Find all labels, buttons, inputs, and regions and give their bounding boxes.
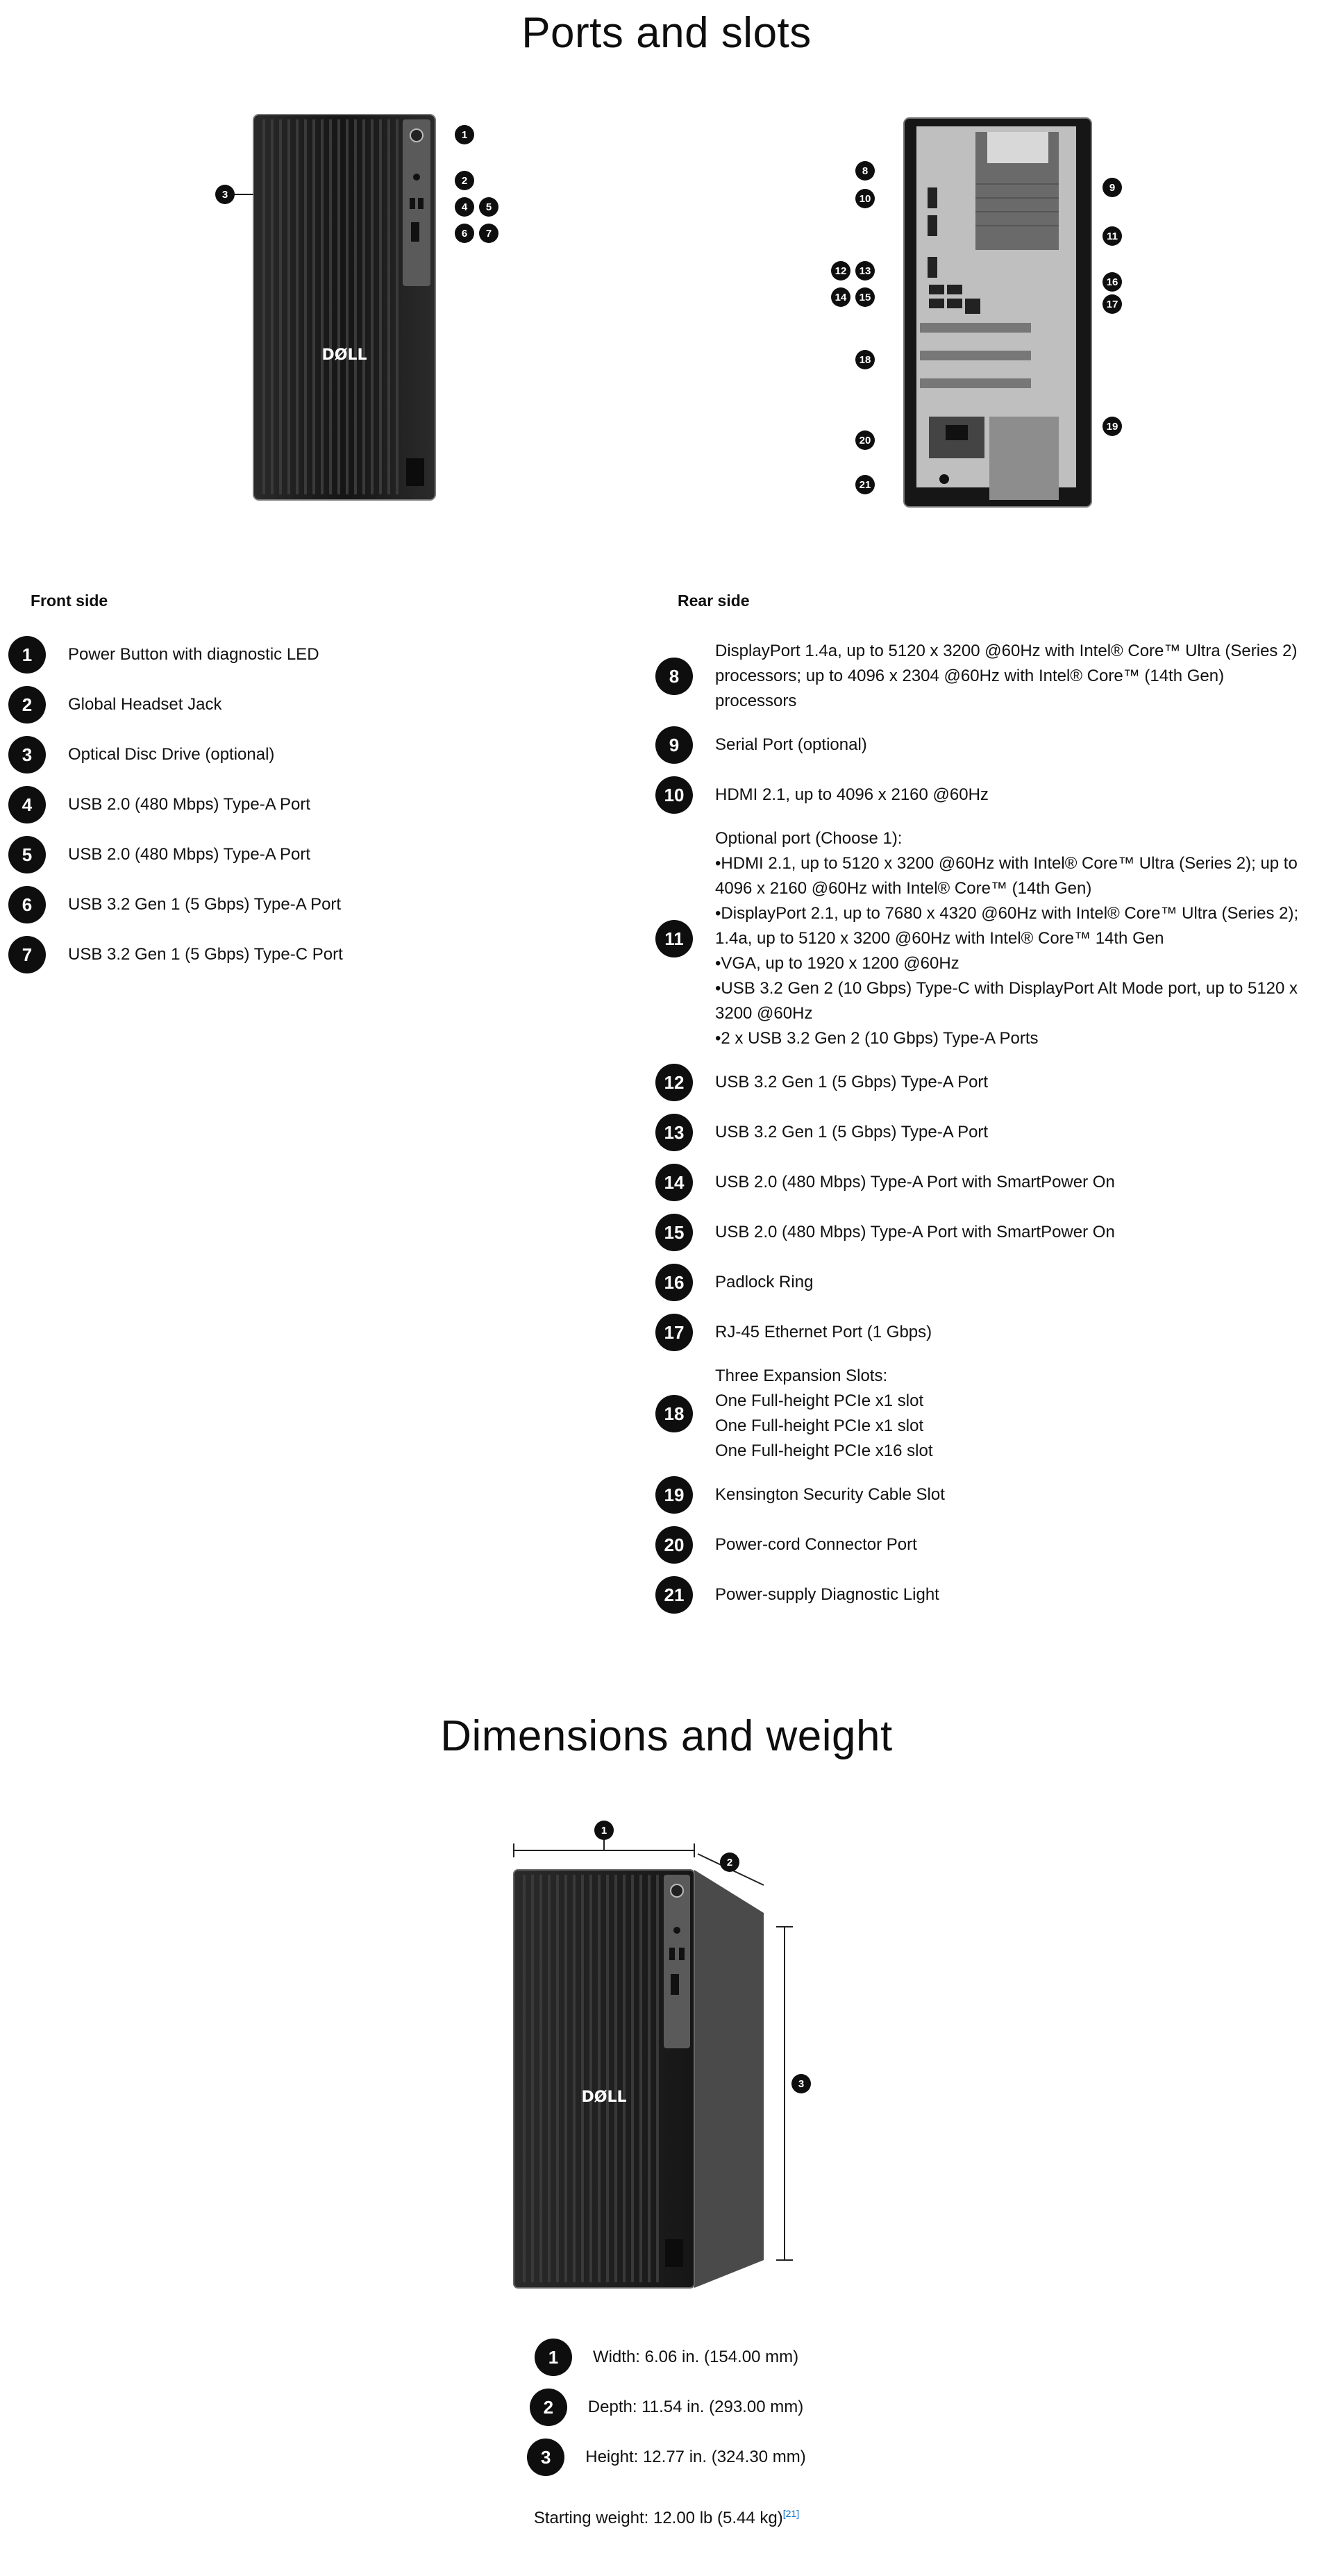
item-number: 11 [655, 920, 693, 957]
item-line: One Full-height PCIe x1 slot [715, 1391, 924, 1410]
item-label: USB 2.0 (480 Mbps) Type-A Port with SmartPower On [715, 1223, 1115, 1241]
item-number: 2 [530, 2389, 567, 2426]
item-label: RJ-45 Ethernet Port (1 Gbps) [715, 1323, 932, 1341]
starting-weight-label: Starting weight: 12.00 lb (5.44 kg) [533, 2509, 783, 2527]
rear-callout-14: 14 [831, 287, 850, 307]
item-line: 1.4a, up to 5120 x 3200 @60Hz with Intel® Core™ 14th Gen [715, 929, 1164, 948]
rear-port-item [655, 1214, 1305, 1251]
front-callout-6: 6 [455, 224, 474, 243]
rear-callout-21: 21 [855, 475, 875, 494]
item-label: Height: 12.77 in. (324.30 mm) [585, 2448, 806, 2466]
front-callout-5: 5 [479, 197, 498, 217]
front-port-item [8, 686, 343, 724]
item-number: 8 [655, 658, 693, 695]
rear-port-item [655, 1364, 1305, 1464]
item-number: 14 [655, 1164, 693, 1201]
item-label: USB 3.2 Gen 1 (5 Gbps) Type-A Port [68, 895, 342, 914]
item-number: 12 [655, 1064, 693, 1101]
item-number: 5 [8, 836, 46, 873]
rear-callout-19: 19 [1103, 417, 1122, 436]
item-label: Optical Disc Drive (optional) [68, 745, 275, 764]
item-label: USB 3.2 Gen 1 (5 Gbps) Type-C Port [68, 945, 343, 964]
rear-tower-image [889, 111, 1139, 514]
item-line: •USB 3.2 Gen 2 (10 Gbps) Type-C with DisplayPort Alt Mode port, up to 5120 x [715, 979, 1298, 998]
item-number: 3 [8, 736, 46, 773]
dimensions-section-title: Dimensions and weight [440, 1712, 893, 1760]
rear-callout-9: 9 [1103, 178, 1122, 197]
item-number: 15 [655, 1214, 693, 1251]
item-number: 18 [655, 1395, 693, 1432]
rear-port-item [655, 1314, 1305, 1351]
item-label: Global Headset Jack [68, 695, 222, 714]
front-callout-7: 7 [479, 224, 498, 243]
front-port-item [8, 636, 343, 674]
item-line: •VGA, up to 1920 x 1200 @60Hz [715, 954, 959, 973]
front-callout-4: 4 [455, 197, 474, 217]
dimensions-list [0, 2339, 1333, 2489]
front-callout-1: 1 [455, 125, 474, 144]
item-number: 3 [527, 2439, 564, 2476]
item-label: USB 2.0 (480 Mbps) Type-A Port with SmartPower On [715, 1173, 1115, 1191]
item-line: •DisplayPort 2.1, up to 7680 x 4320 @60Hz with Intel® Core™ Ultra (Series 2); [715, 904, 1299, 923]
rear-port-item [655, 1476, 1305, 1514]
rear-callout-15: 15 [855, 287, 875, 307]
item-number: 20 [655, 1526, 693, 1564]
dimension-item [0, 2339, 1333, 2376]
item-number: 9 [655, 726, 693, 764]
front-ports-list [8, 636, 343, 986]
item-number: 1 [535, 2339, 572, 2376]
item-label: Width: 6.06 in. (154.00 mm) [592, 2348, 799, 2366]
rear-callout-13: 13 [855, 261, 875, 281]
rear-port-item [655, 826, 1305, 1051]
rear-callout-10: 10 [855, 189, 875, 208]
front-port-item [8, 886, 343, 923]
item-number: 1 [8, 636, 46, 674]
rear-callout-16: 16 [1103, 272, 1122, 292]
rear-port-item [655, 1064, 1305, 1101]
item-number: 13 [655, 1114, 693, 1151]
rear-port-item [655, 1114, 1305, 1151]
rear-port-item [655, 639, 1305, 714]
item-label: Kensington Security Cable Slot [715, 1485, 945, 1504]
item-label: USB 2.0 (480 Mbps) Type-A Port [68, 795, 311, 814]
rear-port-item [655, 1576, 1305, 1614]
item-line: Three Expansion Slots: [715, 1366, 888, 1385]
item-label: Power-cord Connector Port [715, 1535, 917, 1554]
footnote-link[interactable]: [21] [782, 2508, 800, 2519]
item-number: 2 [8, 686, 46, 724]
rear-callout-8: 8 [855, 161, 875, 181]
rear-port-item [655, 776, 1305, 814]
item-label: USB 2.0 (480 Mbps) Type-A Port [68, 845, 311, 864]
item-line: 4096 x 2160 @60Hz with Intel® Core™ (14th Gen) [715, 879, 1092, 898]
front-port-item [8, 936, 343, 973]
rear-port-item [655, 1164, 1305, 1201]
front-callout-2: 2 [455, 171, 474, 190]
ports-section-title: Ports and slots [521, 9, 812, 57]
rear-port-item [655, 726, 1305, 764]
rear-callout-12: 12 [831, 261, 850, 281]
item-label: Power Button with diagnostic LED [68, 645, 319, 664]
item-number: 6 [8, 886, 46, 923]
item-label: Serial Port (optional) [715, 735, 867, 754]
item-line: •HDMI 2.1, up to 5120 x 3200 @60Hz with Intel® Core™ Ultra (Series 2); up to [715, 854, 1298, 873]
item-label: Padlock Ring [715, 1273, 814, 1291]
item-number: 16 [655, 1264, 693, 1301]
dell-logo: DØLL [581, 2089, 627, 2106]
dell-logo: DØLL [321, 346, 367, 364]
item-line: DisplayPort 1.4a, up to 5120 x 3200 @60Hz with Intel® Core™ Ultra (Series 2) [715, 642, 1298, 660]
item-number: 10 [655, 776, 693, 814]
item-number: 4 [8, 786, 46, 823]
item-number: 17 [655, 1314, 693, 1351]
dim-callout-2: 2 [720, 1852, 739, 1872]
item-label [715, 1364, 1305, 1464]
item-number: 7 [8, 936, 46, 973]
dimensions-tower-image [486, 1816, 847, 2295]
rear-callout-20: 20 [855, 430, 875, 450]
item-line: One Full-height PCIe x1 slot [715, 1416, 924, 1435]
front-side-title: Front side [31, 592, 108, 610]
item-label: USB 3.2 Gen 1 (5 Gbps) Type-A Port [715, 1123, 989, 1141]
front-port-item [8, 836, 343, 873]
rear-ports-list [655, 639, 1305, 1626]
item-label: HDMI 2.1, up to 4096 x 2160 @60Hz [715, 785, 989, 804]
item-label: Power-supply Diagnostic Light [715, 1585, 939, 1604]
rear-port-item [655, 1264, 1305, 1301]
front-port-item [8, 736, 343, 773]
item-line: Optional port (Choose 1): [715, 829, 903, 848]
item-number: 19 [655, 1476, 693, 1514]
item-label [715, 826, 1305, 1051]
item-label [715, 639, 1305, 714]
rear-callout-11: 11 [1103, 226, 1122, 246]
rear-callout-17: 17 [1103, 294, 1122, 314]
rear-side-title: Rear side [678, 592, 750, 610]
starting-weight [0, 2508, 1333, 2528]
item-label: Depth: 11.54 in. (293.00 mm) [587, 2398, 804, 2416]
item-line: processors; up to 4096 x 2304 @60Hz with Intel® Core™ (14th Gen) processors [715, 667, 1225, 710]
front-callout-3: 3 [215, 185, 235, 204]
item-line: One Full-height PCIe x16 slot [715, 1441, 933, 1460]
front-port-item [8, 786, 343, 823]
dim-callout-1: 1 [594, 1821, 614, 1840]
dimension-item [0, 2439, 1333, 2476]
dim-callout-3: 3 [791, 2074, 811, 2093]
item-line: 3200 @60Hz [715, 1004, 813, 1023]
item-line: •2 x USB 3.2 Gen 2 (10 Gbps) Type-A Ports [715, 1029, 1039, 1048]
item-number: 21 [655, 1576, 693, 1614]
item-label: USB 3.2 Gen 1 (5 Gbps) Type-A Port [715, 1073, 989, 1092]
rear-port-item [655, 1526, 1305, 1564]
rear-callout-18: 18 [855, 350, 875, 369]
dimension-item [0, 2389, 1333, 2426]
